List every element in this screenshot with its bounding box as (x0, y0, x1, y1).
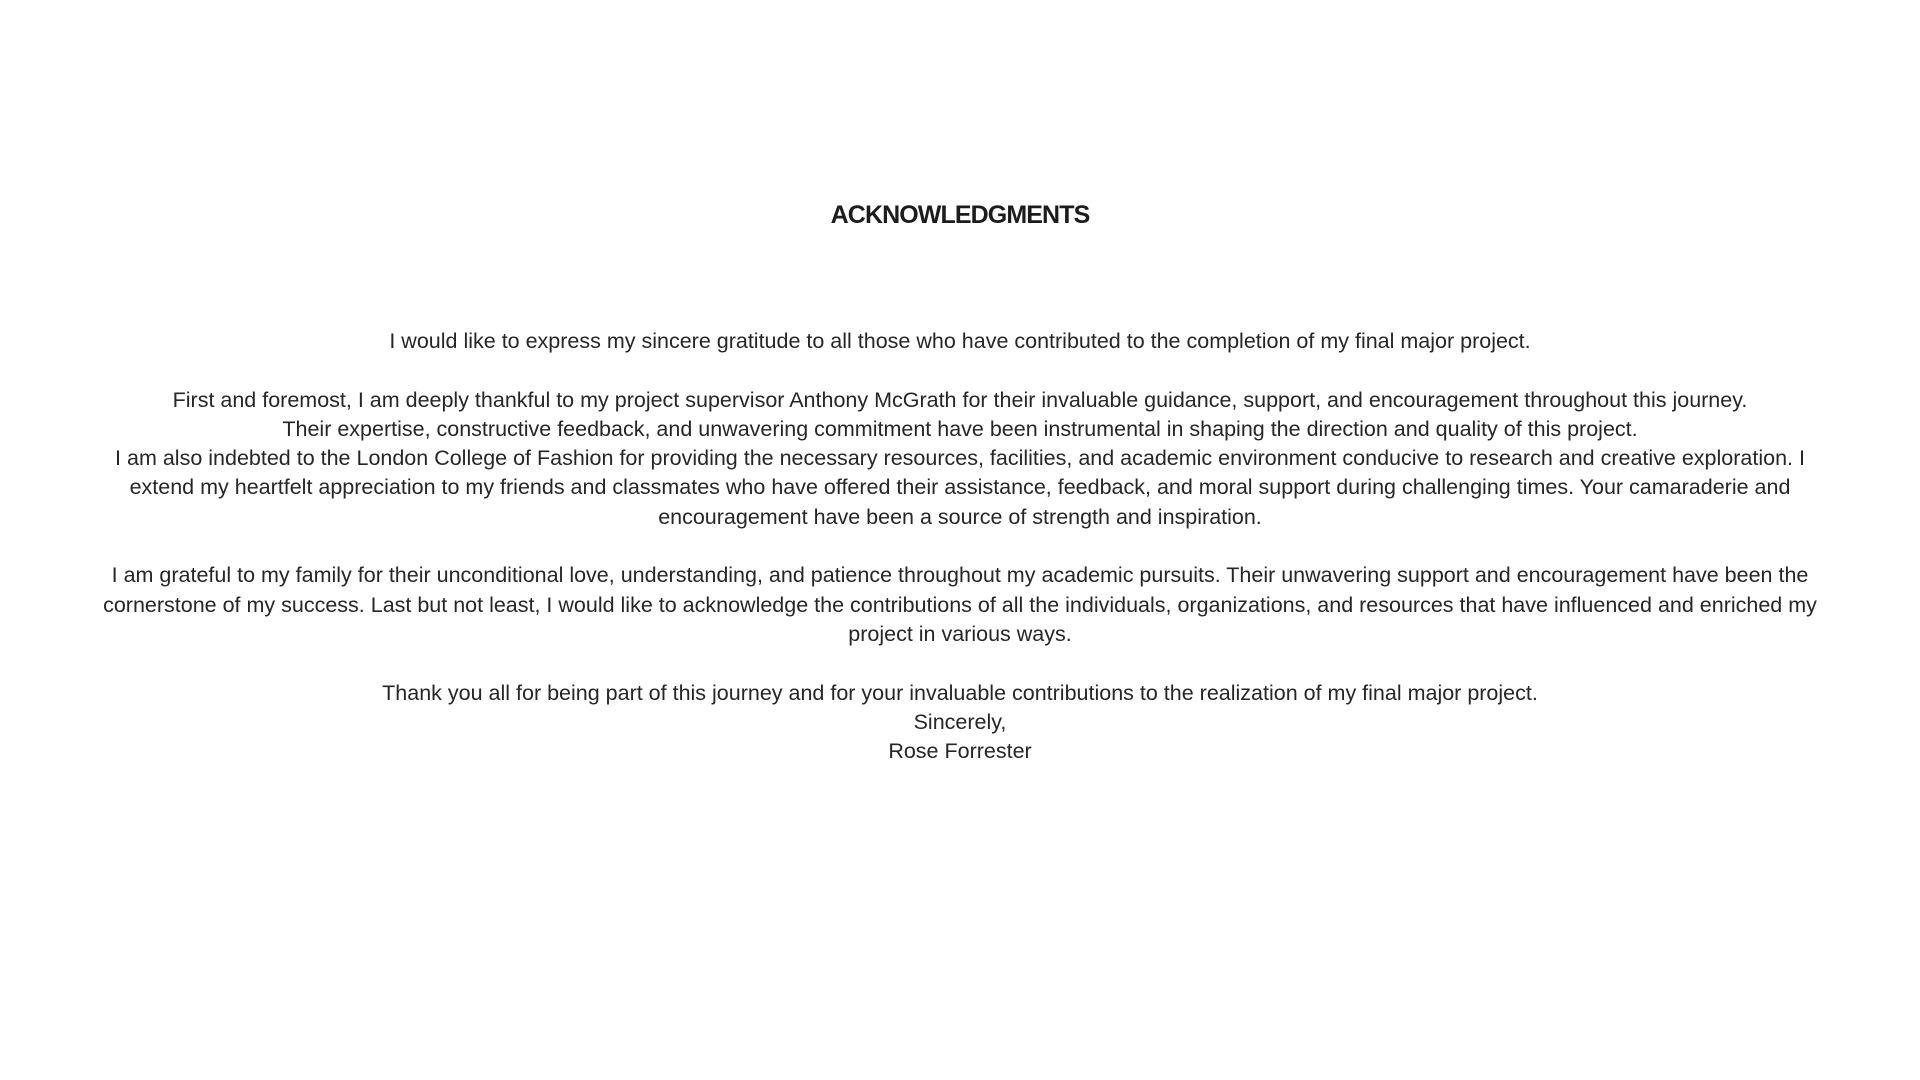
paragraph-spacer (100, 532, 1820, 561)
college-paragraph: I am also indebted to the London College of Fashion for providing the necessary resources, facilities, and academic environment conducive to research and creative exploration. I extend my heartfelt appreciation to my friends and classmates who have offered their assistance, feedback, and moral support during challenging times. Your camaraderie and encouragement have been a source of strength and inspiration. (115, 446, 1805, 529)
paragraph-spacer (100, 356, 1820, 385)
thanks-paragraph: Thank you all for being part of this journey and for your invaluable contributions to the realization of my final major project. (382, 680, 1538, 705)
supervisor-paragraph-line-2: Their expertise, constructive feedback, and unwavering commitment have been instrumental in shaping the direction and quality of this project. (282, 416, 1638, 441)
signature: Rose Forrester (888, 739, 1032, 764)
acknowledgments-body (100, 327, 1820, 766)
page-title: ACKNOWLEDGMENTS (830, 201, 1090, 229)
supervisor-paragraph-line-1: First and foremost, I am deeply thankful to my project supervisor Anthony McGrath for their invaluable guidance, support, and encouragement throughout this journey. (172, 387, 1748, 412)
closing-line: Sincerely, (913, 709, 1007, 734)
paragraph-spacer (100, 649, 1820, 678)
family-paragraph: I am grateful to my family for their unconditional love, understanding, and patience throughout my academic pursuits. Their unwavering support and encouragement have been the cornerstone of my success. Last but not least, I would like to acknowledge the contributions of all the individuals, organizations, and resources that have influenced and enriched my project in various ways. (103, 563, 1817, 646)
intro-paragraph: I would like to express my sincere gratitude to all those who have contributed to the completion of my final major project. (389, 329, 1531, 353)
